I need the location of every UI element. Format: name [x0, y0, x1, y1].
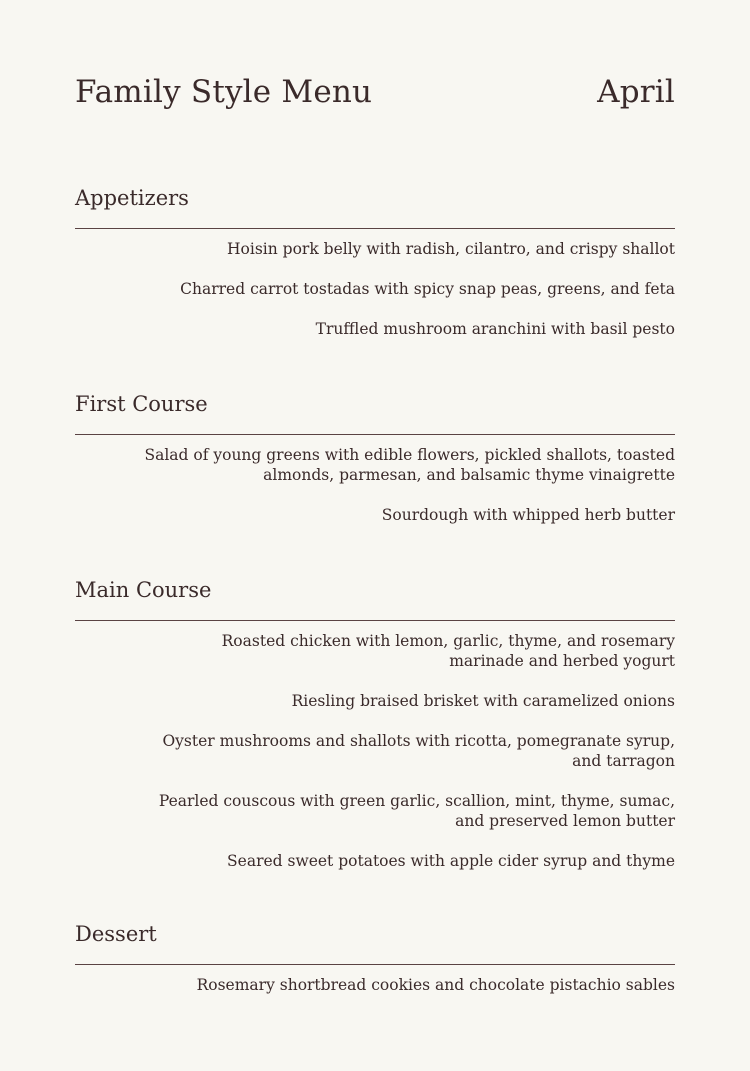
- section-heading-dessert: Dessert: [75, 922, 157, 946]
- menu-month: April: [597, 74, 675, 110]
- section-first-course: [75, 390, 675, 525]
- main-course-list: [75, 631, 675, 871]
- section-heading-main-course: Main Course: [75, 578, 212, 602]
- section-main-course: [75, 576, 675, 871]
- menu-item: Rosemary shortbread cookies and chocolate pistachio sables: [196, 976, 675, 994]
- section-divider: [75, 620, 675, 621]
- menu-header: [75, 72, 675, 116]
- section-divider: [75, 434, 675, 435]
- first-course-list: [75, 445, 675, 525]
- section-divider: [75, 964, 675, 965]
- menu-item: Sourdough with whipped herb butter: [381, 506, 675, 524]
- menu-title: Family Style Menu: [75, 74, 373, 110]
- menu-item: Hoisin pork belly with radish, cilantro, and crispy shallot: [227, 240, 675, 258]
- appetizers-list: [75, 239, 675, 339]
- menu-item: Pearled couscous with green garlic, scallion, mint, thyme, sumac, and preserved lemon butter: [158, 792, 675, 830]
- menu-item: Roasted chicken with lemon, garlic, thyme, and rosemary marinade and herbed yogurt: [221, 632, 675, 670]
- menu-item: Oyster mushrooms and shallots with ricotta, pomegranate syrup, and tarragon: [162, 732, 675, 770]
- menu-item: Charred carrot tostadas with spicy snap peas, greens, and feta: [180, 280, 675, 298]
- section-dessert: [75, 920, 675, 995]
- dessert-list: [75, 975, 675, 995]
- menu-page: [75, 0, 675, 1071]
- menu-item: Riesling braised brisket with caramelized onions: [291, 692, 675, 710]
- menu-item: Seared sweet potatoes with apple cider syrup and thyme: [227, 852, 675, 870]
- section-divider: [75, 228, 675, 229]
- section-appetizers: [75, 184, 675, 339]
- menu-item: Truffled mushroom aranchini with basil pesto: [315, 320, 675, 338]
- section-heading-first-course: First Course: [75, 392, 208, 416]
- section-heading-appetizers: Appetizers: [75, 186, 189, 210]
- menu-item: Salad of young greens with edible flowers, pickled shallots, toasted almonds, parmesan, and balsamic thyme vinaigrette: [144, 446, 675, 484]
